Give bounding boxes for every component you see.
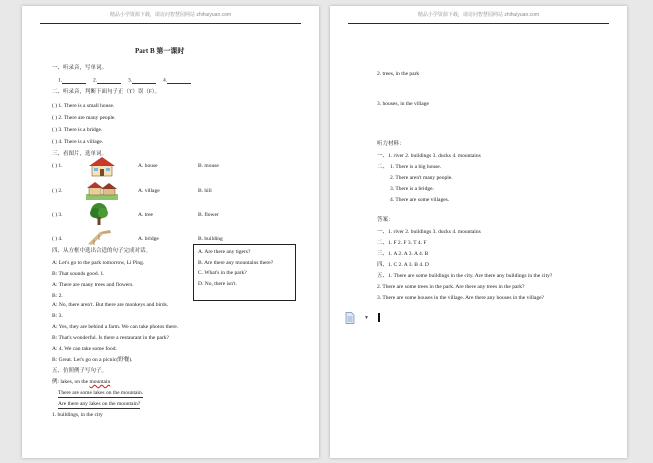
section-4-heading: 四、从方框中选出合适的句子完成对话。 bbox=[52, 248, 152, 254]
pic-item-2-option-b: B. hill bbox=[198, 188, 212, 194]
dialog-line-6: B: 3. bbox=[52, 313, 63, 319]
pic-item-3-option-b: B. flower bbox=[198, 212, 219, 218]
option-d: D. No, there isn't. bbox=[198, 280, 237, 287]
pic-item-2-option-a: A. village bbox=[138, 188, 160, 194]
pic-item-3-number: ( ) 3. bbox=[52, 212, 63, 218]
pic-item-4-option-b: B. building bbox=[198, 236, 223, 242]
section-1-blanks: 1. 2. 3. 4. bbox=[58, 78, 191, 84]
pic-item-1-option-b: B. mouse bbox=[198, 163, 219, 169]
answer-section-5-line-1: 五、1. There are some buildings in the city. Are there any buildings in the city? bbox=[377, 273, 553, 279]
tf-item-3: ( ) 3. There is a bridge. bbox=[52, 127, 103, 133]
section-1-heading: 一、听录音，写单词。 bbox=[52, 65, 108, 71]
script-line-1: 1. There is a big house. bbox=[390, 164, 442, 170]
answer-section-5-line-3: 3. There are some houses in the village. Are there any houses in the village? bbox=[377, 295, 544, 301]
dialog-line-4: B: 2. bbox=[52, 293, 63, 299]
document-page-left bbox=[22, 6, 319, 458]
dialog-line-8: B: That's wonderful. Is there a restaurant in the park? bbox=[52, 335, 169, 341]
script-section-1: 一、1. river 2. buildings 3. ducks 4. mountains bbox=[377, 153, 481, 159]
house-picture bbox=[86, 156, 118, 178]
dialog-line-2: B: That sounds good. 1. bbox=[52, 271, 105, 277]
tf-item-1: ( ) 1. There is a small house. bbox=[52, 103, 115, 109]
script-line-2: 2. There aren't many people. bbox=[390, 175, 453, 181]
script-line-4: 4. There are some villages. bbox=[390, 197, 450, 203]
dialog-line-1: A: Let's go to the park tomorrow, Li Ping. bbox=[52, 260, 145, 266]
text-cursor bbox=[378, 313, 380, 322]
example-prompt: 例: lakes, on the mountain bbox=[52, 379, 111, 385]
section-5-heading: 五、仿照例子写句子。 bbox=[52, 368, 108, 374]
script-line-3: 3. There is a bridge. bbox=[390, 186, 434, 192]
options-box bbox=[193, 244, 296, 301]
section-2-heading: 二、听录音，判断下面句子正（T）误（F）。 bbox=[52, 89, 161, 95]
page-header-text: 精品小学资源下载，请访问智慧园网站 zhihuiyuan.com bbox=[417, 12, 540, 18]
misspelled-word: mountain bbox=[89, 379, 111, 385]
answer-section-2: 二、1. F 2. F 3. T 4. F bbox=[377, 240, 427, 246]
chevron-down-icon[interactable]: ▼ bbox=[364, 316, 369, 321]
dialog-line-3: A: There are many trees and flowers. bbox=[52, 282, 134, 288]
header-rule bbox=[40, 23, 301, 24]
answer-title: 答案： bbox=[377, 217, 394, 223]
answer-section-3: 三、1. A 2. A 3. A 4. B bbox=[377, 251, 429, 257]
pic-item-4-number: ( ) 4. bbox=[52, 236, 63, 242]
option-b: B. Are there any mountains there? bbox=[198, 259, 274, 266]
pic-item-4-option-a: A. bridge bbox=[138, 236, 159, 242]
header-rule bbox=[348, 23, 609, 24]
document-icon[interactable] bbox=[345, 312, 355, 324]
pic-item-1-number: ( ) 1. bbox=[52, 163, 63, 169]
bridge-picture bbox=[86, 228, 112, 246]
script-section-2-label: 二、 bbox=[377, 164, 389, 170]
answer-section-5-line-2: 2. There are some trees in the park. Are there any trees in the park? bbox=[377, 284, 525, 290]
document-page-right bbox=[330, 6, 627, 458]
pic-item-3-option-a: A. tree bbox=[138, 212, 153, 218]
question-1: 1. buildings, in the city bbox=[52, 412, 103, 418]
dialog-line-7: A: Yes, they are behind a farm. We can take photos there. bbox=[52, 324, 179, 330]
question-3: 3. houses, in the village bbox=[377, 101, 429, 107]
option-a: A. Are there any tigers? bbox=[198, 249, 251, 255]
option-c: C. What's in the park? bbox=[198, 270, 247, 276]
page-title: Part B 第一课时 bbox=[135, 47, 185, 55]
answer-section-1: 一、1. river 2. buildings 3. ducks 4. mountains bbox=[377, 229, 481, 235]
tf-item-4: ( ) 4. There is a village. bbox=[52, 139, 104, 145]
dialog-line-10: B: Great. Let's go on a picnic(野餐). bbox=[52, 357, 133, 363]
dialog-line-9: A: 4. We can take some food. bbox=[52, 346, 117, 352]
question-2: 2. trees, in the park bbox=[377, 71, 420, 77]
dialog-line-5: A: No, there aren't. But there are monkeys and birds. bbox=[52, 302, 169, 308]
example-answer-2: Are there any lakes on the mountain? bbox=[58, 401, 141, 407]
listening-script-title: 听力材料： bbox=[377, 141, 405, 147]
village-picture bbox=[86, 180, 118, 200]
answer-section-4: 四、1. C 2. A 3. B 4. D bbox=[377, 262, 429, 268]
tree-picture bbox=[88, 202, 110, 226]
tf-item-2: ( ) 2. There are many people. bbox=[52, 115, 116, 121]
example-answer-1: There are some lakes on the mountain. bbox=[58, 390, 144, 396]
pic-item-1-option-a: A. house bbox=[138, 163, 158, 169]
page-header-text: 精品小学资源下载，请访问智慧园网站 zhihuiyuan.com bbox=[109, 12, 232, 18]
pic-item-2-number: ( ) 2. bbox=[52, 188, 63, 194]
section-3-heading: 三、看图片，选单词。 bbox=[52, 151, 108, 157]
